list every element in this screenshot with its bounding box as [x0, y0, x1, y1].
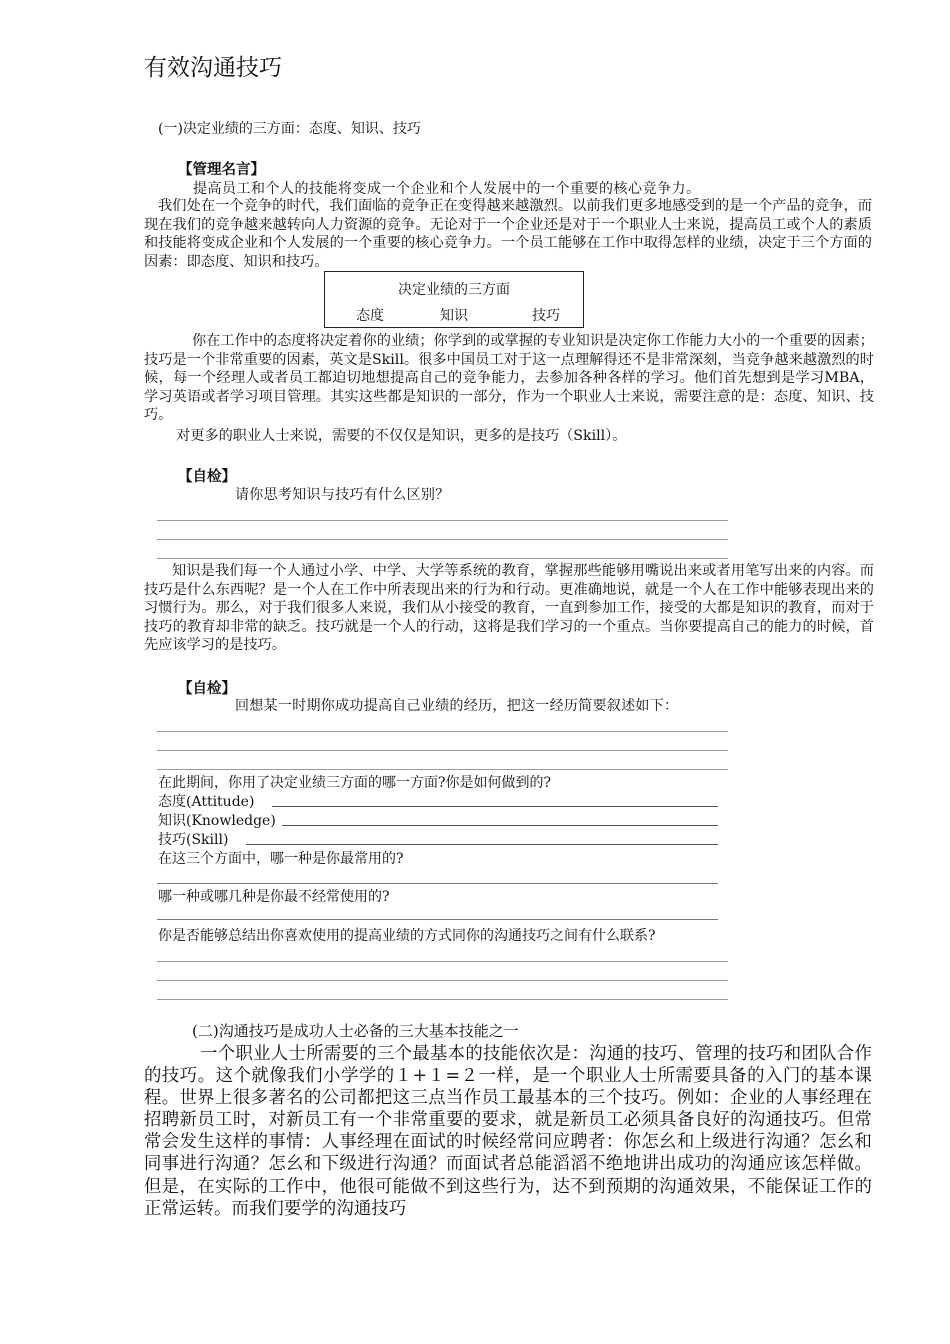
box-title: 决定业绩的三方面: [398, 282, 510, 298]
question-link: 你是否能够总结出你喜欢使用的提高业绩的方式同你的沟通技巧之间有什么联系?: [158, 928, 656, 944]
answer-line-skill[interactable]: [246, 844, 718, 845]
box-item-skill: 技巧: [532, 308, 560, 324]
answer-line-knowledge[interactable]: [282, 825, 718, 826]
performance-factors-box: [324, 271, 584, 328]
question-most-used: 在这三个方面中，哪一种是你最常用的?: [158, 851, 404, 867]
selfcheck-label-1: 【自检】: [178, 469, 236, 485]
motto-label: 【管理名言】: [178, 162, 265, 178]
answer-line[interactable]: [157, 769, 728, 770]
label-skill: 技巧(Skill): [158, 832, 229, 848]
label-knowledge: 知识(Knowledge): [158, 813, 276, 829]
section1-heading: (一)决定业绩的三方面：态度、知识、技巧: [158, 121, 421, 137]
answer-line-attitude[interactable]: [272, 806, 718, 807]
question-least-used: 哪一种或哪几种是你最不经常使用的?: [158, 889, 390, 905]
answer-line[interactable]: [157, 731, 728, 732]
motto-text: 提高员工和个人的技能将变成一个企业和个人发展中的一个重要的核心竞争力。: [193, 181, 701, 197]
selfcheck-question-2: 回想某一时期你成功提高自己业绩的经历，把这一经历简要叙述如下：: [235, 698, 679, 714]
answer-line[interactable]: [157, 539, 728, 540]
answer-line[interactable]: [157, 558, 728, 559]
question-period: 在此期间，你用了决定业绩三方面的哪一方面?你是如何做到的?: [158, 775, 552, 791]
box-item-knowledge: 知识: [440, 308, 468, 324]
paragraph-3: 对更多的职业人士来说，需要的不仅仅是知识，更多的是技巧（Skill）。: [176, 428, 627, 444]
answer-line[interactable]: [157, 520, 728, 521]
paragraph-4: 知识是我们每一个人通过小学、中学、大学等系统的教育，掌握那些能够用嘴说出来或者用笔写出来的内容。而技巧是什么东西呢？是一个人在工作中所表现出来的行为和行动。更准确地说，就是一个人在工作中能够表现出来的习惯行为。那么，对于我们很多人来说，我们从小接受的教育，一直到参加工作，接受的大都是知识的教育，而对于技巧的教育却非常的缺乏。技巧就是一个人的行动，这将是我们学习的一个重点。当你要提高自己的能力的时候，首先应该学习的是技巧。: [144, 563, 874, 654]
selfcheck-question-1: 请你思考知识与技巧有什么区别？: [235, 487, 450, 503]
section2-heading: (二)沟通技巧是成功人士必备的三大基本技能之一: [192, 1022, 519, 1040]
page-title: 有效沟通技巧: [144, 55, 282, 81]
section2-paragraph: 一个职业人士所需要的三个最基本的技能依次是：沟通的技巧、管理的技巧和团队合作的技巧。这个就像我们小学学的１+１=２一样，是一个职业人士所需要具备的入门的基本课程。世界上很多著名的公司都把这三点当作员工最基本的三个技巧。例如：企业的人事经理在招聘新员工时，对新员工有一个非常重要的要求，就是新员工必须具备良好的沟通技巧。但常常会发生这样的事情：人事经理在面试的时候经常问应聘者：你怎幺和上级进行沟通？怎幺和同事进行沟通？怎幺和下级进行沟通？而面试者总能滔滔不绝地讲出成功的沟通应该怎样做。但是，在实际的工作中，他很可能做不到这些行为，达不到预期的沟通效果，不能保证工作的正常运转。而我们要学的沟通技巧: [144, 1044, 872, 1219]
answer-line[interactable]: [157, 750, 728, 751]
answer-line[interactable]: [157, 980, 728, 981]
paragraph-2: 你在工作中的态度将决定着你的业绩；你学到的或掌握的专业知识是决定你工作能力大小的一个重要的因素；技巧是一个非常重要的因素，英文是Skill。很多中国员工对于这一点理解得还不是非常深刻，当竞争越来越激烈的时候，每一个经理人或者员工都迫切地想提高自己的竞争能力，去参加各种各样的学习。他们首先想到是学习MBA，学习英语或者学习项目管理。其实这些都是知识的一部分，作为一个职业人士来说，需要注意的是：态度、知识、技巧。: [144, 333, 874, 424]
answer-line[interactable]: [157, 883, 718, 884]
box-item-attitude: 态度: [356, 308, 384, 324]
selfcheck-label-2: 【自检】: [178, 681, 236, 697]
label-attitude: 态度(Attitude): [158, 794, 255, 810]
answer-line[interactable]: [157, 999, 728, 1000]
answer-line[interactable]: [157, 919, 718, 920]
answer-line[interactable]: [157, 961, 728, 962]
paragraph-1: 我们处在一个竞争的时代，我们面临的竞争正在变得越来越激烈。以前我们更多地感受到的是一个产品的竞争，而现在我们的竞争越来越转向人力资源的竞争。无论对于一个企业还是对于一个职业人士来说，提高员工或个人的素质和技能将变成企业和个人发展的一个重要的核心竞争力。一个员工能够在工作中取得怎样的业绩，决定于三个方面的因素：即态度、知识和技巧。: [144, 198, 872, 270]
